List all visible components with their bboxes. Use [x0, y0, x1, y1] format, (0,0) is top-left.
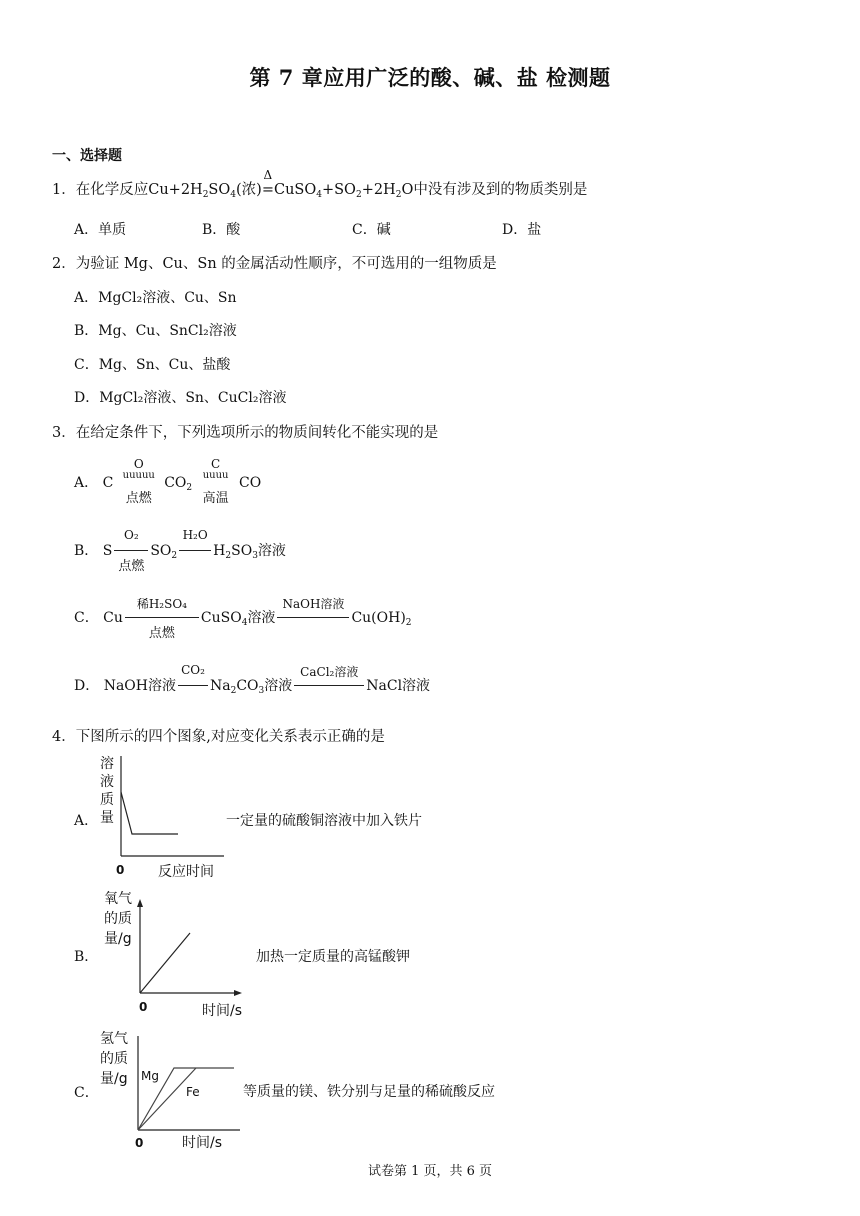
section-heading: 一、选择题 — [52, 148, 122, 164]
q4-a-origin: 0 — [116, 863, 125, 877]
data-line — [140, 933, 190, 993]
heating-equals-sign: Δ = — [261, 168, 274, 198]
q3-option-a: A． C O uuuuu 点燃 $CO_2$ C uuuu 高温 CO — [74, 457, 262, 506]
reaction-arrow: O uuuuu 点燃 — [122, 457, 155, 506]
reaction-arrow: C uuuu 高温 — [202, 457, 229, 506]
q1-option-d: D．盐 — [502, 222, 542, 238]
q4-b-xlabel: 时间/s — [202, 1003, 243, 1019]
reaction-arrow: CO₂ — [178, 679, 208, 693]
q1-option-b: B．酸 — [202, 222, 241, 238]
q4-c-fe-label: Fe — [186, 1085, 200, 1099]
y-axis-arrowhead — [137, 899, 143, 907]
question-1-stem: 1．在化学反应$Cu+2H_2SO_4$(浓) Δ $=CuSO_4+SO_2+2H_2O$中没有涉及到的物质类别是 — [52, 168, 588, 200]
q4-c-origin: 0 — [135, 1136, 144, 1150]
reaction-arrow: CaCl₂溶液 — [294, 679, 364, 693]
data-line — [121, 792, 178, 834]
reaction-arrow: H₂O — [179, 544, 211, 558]
reaction-arrow: 稀H₂SO₄ 点燃 — [125, 611, 199, 625]
question-4-stem: 4．下图所示的四个图象,对应变化关系表示正确的是 — [52, 729, 385, 745]
q4-b-ylabel: 氧气 的质 量/g — [104, 891, 132, 947]
q4-b-origin: 0 — [139, 1000, 148, 1014]
q4-a-xlabel: 反应时间 — [158, 864, 214, 880]
q4-a-ylabel: 溶 液 质 量 — [100, 756, 114, 826]
x-axis-arrowhead — [234, 990, 242, 996]
reaction-arrow: NaOH溶液 — [277, 611, 349, 625]
question-2-stem: 2．为验证 Mg、Cu、Sn 的金属活动性顺序，不可选用的一组物质是 — [52, 256, 497, 272]
q2-option-c: C．Mg、Sn、Cu、盐酸 — [74, 357, 231, 373]
q4-c-mg-label: Mg — [141, 1069, 159, 1083]
q1-option-c: C．碱 — [352, 222, 391, 238]
q2-option-d: D．MgCl₂溶液、Sn、CuCl₂溶液 — [74, 390, 287, 406]
page-footer: 试卷第 1 页，共 6 页 — [367, 1164, 493, 1179]
q4-c-description: 等质量的镁、铁分别与足量的稀硫酸反应 — [243, 1084, 495, 1100]
q4-option-b-label: B． — [74, 949, 99, 965]
q4-option-c-label: C． — [74, 1085, 99, 1101]
q4-c-xlabel: 时间/s — [182, 1135, 223, 1151]
q4-a-graph — [112, 752, 232, 862]
q3-option-b: B． S O₂ 点燃 $SO_2$ H₂O $H_2SO_3$溶液 — [74, 528, 286, 574]
q3-option-d: D． NaOH溶液 CO₂ $Na_2CO_3$溶液 CaCl₂溶液 NaCl溶液 — [74, 663, 431, 696]
q1-option-a: A．单质 — [74, 222, 127, 238]
question-3-stem: 3．在给定条件下，下列选项所示的物质间转化不能实现的是 — [52, 425, 439, 441]
page-title: 第 7 章应用广泛的酸、碱、盐 检测题 — [249, 65, 611, 90]
q2-option-b: B．Mg、Cu、SnCl₂溶液 — [74, 323, 237, 339]
q3-option-c: C． Cu 稀H₂SO₄ 点燃 CuSO$_4$溶液 NaOH溶液 $Cu(OH)_2$ — [74, 597, 412, 641]
reaction-arrow: O₂ 点燃 — [114, 544, 148, 558]
q4-b-description: 加热一定质量的高锰酸钾 — [256, 949, 410, 965]
q4-b-graph — [132, 885, 247, 1000]
q4-c-ylabel: 氢气 的质 量/g — [100, 1031, 128, 1087]
q4-option-a-label: A． — [74, 813, 99, 829]
q4-a-description: 一定量的硫酸铜溶液中加入铁片 — [226, 813, 422, 829]
q2-option-a: A．MgCl₂溶液、Cu、Sn — [74, 290, 237, 306]
